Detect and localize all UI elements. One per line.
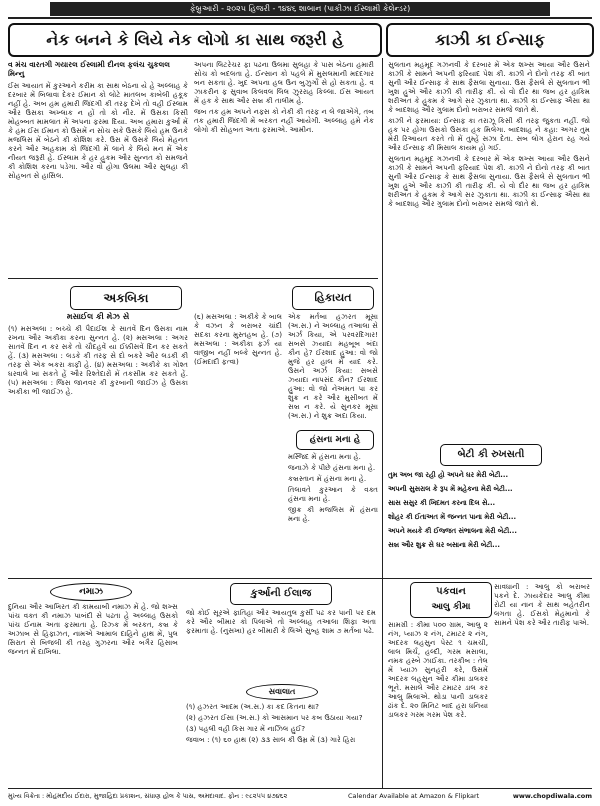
beti-heading: બેટી કી રુખસતી: [440, 444, 542, 466]
sawal-heading: સવાલાત: [246, 684, 318, 700]
poem-line: સબ્ર ઔર શુક્ર સે ઘર બસાના મેરી બેટી...: [388, 541, 500, 549]
article-subtitle: વ મંચ વારતગી ગયારલ ઈસ્લામી દીનલ ફલંચ ચુકલલ મિન્નુ: [8, 60, 170, 78]
namaz-heading: નમાઝ: [50, 583, 132, 601]
pakwan-heading: પકવાન: [436, 586, 466, 597]
akika-column-1: [8, 312, 188, 574]
poem-line: તુમ અબ જા રહી હો અપને ઘર મેરી બેટી...: [388, 471, 509, 479]
question: (૧) હઝરત આદમ (અ.સ.) કા કદ કિતના થા?: [186, 702, 319, 711]
poem-line: શોહર કી ઈતાઅત મેં જન્નત પાના મેરી બેટી...: [388, 513, 517, 521]
kazi-text: કાઝી ને ફરમાયા: ઈન્સાફ કા તરાઝૂ કિસી કી તરફ જુકતા નહીં. જો હક પર હોગા ઉસકો ઉસકા હક મિલેગા. બાદશાહ ને કહા: અગર તુમ મેરી રિઆયત કરતે તો મેં તુમ્હેં સઝા દેતા. સબ લોગ હેરાન રહ ગયે ઔર ઈન્સાફ કી મિસાલ કાયમ હો ગઈ.: [388, 116, 590, 152]
poem-line: અપની સુસરાલ કે રૂપ મેં મહેકના મેરી બેટી...: [388, 485, 513, 493]
pakwan-heading-box: [410, 582, 492, 618]
divider: [8, 17, 592, 19]
akika-heading: અકબિકા: [70, 286, 182, 310]
footer: [8, 790, 592, 802]
article-nek-column-1: [8, 60, 188, 274]
akika-text: (૧) મસઅલા : બચ્ચે કી પૈદાઈશ કે સાતવેં દિન ઉસકા નામ રખના ઔર અકીકા કરના સુન્નત હે. (૨) મસઅલા : અગર સાતવેં દિન ન કર સકે તો ચૌદહવેં યા ઈક્કીસવેં દિન કર સકતે હેં. (૩) મસઅલા : લડકે કી તરફ સે દો બકરે ઔર લડકી કી તરફ સે એક બકરા કાફી હે. (૪) મસઅલા : અકીકે કા ગોશ્ત ઘરવાલે ખા સકતે હેં ઔર રિશ્તેદારોં મેં તકસીમ કર સકતે હેં. (૫) મસઅલા : જિસ જાનવર કી કુરબાની જાઈઝ હે ઉસકા અકીકા ભી જાઈઝ હે.: [8, 324, 188, 396]
sawal-block: [186, 702, 376, 786]
main-title: નેક બનને કે લિયે નેક લોગો કા સાથ જરૂરી હે: [8, 23, 382, 57]
quran-heading: કુર્આની ઈલાજ: [230, 583, 332, 605]
divider: [8, 578, 592, 579]
question: (૨) હઝરત ઈસા (અ.સ.) કો આસમાન પર કબ ઉઠાયા ગયા?: [186, 713, 363, 722]
hasna-item: કબ્રસ્તાન મેં હંસના મના હે.: [288, 474, 367, 483]
answer: જવાબ : (૧) ૬૦ હાથ (૨) ૩૩ સાલ કી ઉમ્ર મેં (૩) ગારે હિરા: [186, 735, 356, 744]
article-text: ઈસ આયાત મેં કુરઆને કરીમ કા સાથ બેઠના યે હે અલ્લાહ કે દરબાર મેં બિલાવા દેકર ઈમાન કો લોટે માતલબ કાબેલી હકૂક નહીં હે. અબ હમ હમારી જિંદગી કી તરફ દેખે તો વહી ઈસ્લામ ઔર ઉસકા અખ્લાક ન હોં તો કો નૌર. મેં ઉસકા કિસી મોહબ્બત મામલાત મેં અપના ફરમા દિયા. અબ હમારા કુર્આ મેં કે હમ ઈસ ઈમાન કો ઉસમેં ન સોચ સકે ઉસકે લિયે હમ ઉનકે મજલિસ મેં બેઠને કી કોશિશ કરે. ઉસ મેં ઉસકે લિયે મેહનત કરને ઔર અહકામ કો જિંદગી મેં લાને કે લિયે મન મેં એક નીયત જરૂરી હે. ઈસ્લામ કે હર હુકમ ઔર સુન્નત કો સમજને કી કોશિશ કરના પડેગા. ઔર વો હોગા ઉલમા ઔર સુલહા કી સોહબત સે હાસિલ.: [8, 81, 188, 180]
article-text: અપના લિટરેચર ફા પઢના ઉલમા સુલહા કે પાસ બેઠના હમારી સોચ કો બદલતા હે. ઈન્સાન કો પહલે મેં મુસલમાની મદદગાર બન સકતા હે. ખુદ અપના હલ ઉન બુઝુર્ગો સે હો સકતા હે. વ ઝાકરીન ફ સુવાબ કિલવલ લિલ ઝુરરાહ કિલ્લા. ઈસ આયત મેં હક કે સાથ ઔર સબ્ર કી તાલીમ હે.: [194, 60, 374, 105]
footer-availability: Calendar Available at Amazon & Flipkart: [348, 792, 480, 800]
kazi-text: સુલતાન મહમૂદ ગઝનવી કે દરબાર મેં એક શખ્સ આયા ઔર ઉસને કાઝી કે સામને અપની ફરિયાદ પેશ કી. કાઝી ને દોનો તરફ કી બાત સુની ઔર ઈન્સાફ કે સાથ ફૈસલા સુનાયા. ઉસ ફૈસલે સે સુલતાન ભી ખુશ હુએ ઔર કાઝી કી તારીફ કી. યે વો દૌર થા જબ હર હાકિમ શરીઅત કે હુકમ કે આગે સર ઝુકાતા થા. કાઝી કા ઈન્સાફ ઐસા થા કે બાદશાહ ઔર ગુલામ દોનો બરાબર સમજે જાતે થે.: [388, 154, 590, 208]
akika-text: (૬) મસઅલા : અકીકે કે બાલ કે વઝન કે બરાબર ચાંદી સદકા કરના મુસ્તહબ હે. (૭) મસઅલા : અકીકા ફર્ઝ યા વાજીબ નહીં બલ્કે સુન્નત હે. (ઈમદાદી ફત્વા): [194, 312, 282, 366]
hasna-item: તિલાવતે કુરઆન કે વક્ત હંસના મના હે.: [288, 485, 378, 503]
akika-column-2: [194, 312, 282, 574]
pakwan-column-1: સામગ્રી : કીમા ૫૦૦ ગ્રામ, આલુ ૨ નંગ, પ્યાઝ ૨ નંગ, ટમાટર ૨ નંગ, અદરક લહસુન પેસ્ટ ૧ ચમચી, લાલ મિર્ચ, હલ્દી, ગરમ મસાલા, નમક હસ્બે ઝાઈકા. તરકીબ : તેલ મેં પ્યાઝ સુનહરી કરે, ઉસમેં અદરક લહસુન ઔર કીમા ડાલકર ભૂને. મસાલે ઔર ટમાટર ડાલ કર આલુ મિલાએ. થોડા પાની ડાલકર ઢાંક દે. ૨૦ મિનિટ બાદ હરા ધનિયા ડાલકર ગરમ ગરમ પેશ કરે.: [388, 620, 488, 719]
divider: [8, 788, 592, 789]
beti-poem: [388, 468, 590, 556]
article-text: જબ તક હમ અપને નફ્સ કો નેકી કી તરફ ન લે જાએંગે, તબ તક હમારી જિંદગી મેં બરકત નહીં આયેગી. અલ્લાહ હમે નેક લોગો કી સોહબત અતા ફરમાએ. આમીન.: [194, 107, 374, 134]
pakwan-subhead: આલુ કીમા: [431, 602, 471, 612]
footer-seller: મુખ્ય વિક્રેતા : મોહંમદીય ઈદારા, મુજાહિદા પ્રકાશન, સંધાણ હોલ કે પાસ, અમદાવાદ. ફોન : ૯૮૨૫૫ ૪૭૪૬૨: [8, 792, 288, 800]
poem-line: સાસ સસુર કી ખિદમત કરના દિલ સે...: [388, 499, 496, 507]
quran-text: જો કોઈ સૂરએ ફાતિહા ઔર આયતુલ કુર્સી પઢ કર પાની પર દમ કરે ઔર બીમાર કો પિલાએ તો અલ્લાહ તઆલા શિફા અતા ફરમાતા હે. (નુસખા) હર બીમારી કે લિએ સુબ્હ શામ ૭ મર્તબા પઢે.: [186, 608, 376, 635]
hasna-item: જનાઝે કે પીછે હંસના મના હે.: [288, 463, 376, 472]
namaz-text: દુનિયા ઔર આખિરત કી કામયાબી નમાઝ મેં હે. જો શખ્સ પાંચ વક્ત કી નમાઝ પાબંદી સે પઢતા હે અલ્લાહ ઉસકો પાંચ ઈનામ અતા ફરમાતા હે. રિઝ્ક મેં બરકત, કબ્ર કે અઝાબ સે હિફાઝત, નામએ આમાલ દાહિને હાથ મેં, પુલ સિરાત સે બિજલી કી તરહ ગુઝરના ઔર બગૈર હિસાબ જન્નત મેં દાખિલા.: [8, 602, 178, 656]
kazi-text: સુલતાન મહમૂદ ગઝનવી કે દરબાર મેં એક શખ્સ આયા ઔર ઉસને કાઝી કે સામને અપની ફરિયાદ પેશ કી. કાઝી ને દોનો તરફ કી બાત સુની ઔર ઈન્સાફ કે સાથ ફૈસલા સુનાયા. ઉસ ફૈસલે સે સુલતાન ભી ખુશ હુએ ઔર કાઝી કી તારીફ કી. યે વો દૌર થા જબ હર હાકિમ શરીઅત કે હુકમ કે આગે સર ઝુકાતા થા. કાઝી કા ઈન્સાફ ઐસા થા કે બાદશાહ ઔર ગુલામ દોનો બરાબર સમજે જાતે થે.: [388, 60, 590, 114]
akika-subheading: મસાઈલ કી મેઝ સે: [66, 312, 130, 321]
hikayat-text: એક મર્તબા હઝરત મૂસા (અ.સ.) ને અલ્લાહ તઆલા સે અર્ઝ કિયા, એ પરવરદિગાર! સબસે ઝ્યાદા મહબૂબ બંદા કૌન હે? ઈરશાદ હુઆ: વો જો મુજે હર હાલ મેં યાદ કરે. ઉસને અર્ઝ કિયા: સબસે ઝ્યાદા નાપસંદ કૌન? ઈરશાદ હુઆ: વો જો નેઅમત પા કર શુક્ર ન કરે ઔર મુસીબત મેં સબ્ર ન કરે. યે સુનકર મૂસા (અ.સ.) ને શુક્ર અદા કિયા.: [288, 312, 378, 420]
top-banner: ફેબ્રુઆરી - ૨૦૨૫ હિજરી - ૧૪૪૬ શાબાન (પાકીઝા ઈસ્લામી કેલેન્ડર): [50, 2, 550, 16]
hasna-heading: હંસના મના હે: [296, 430, 374, 450]
article-nek-column-2: [194, 60, 374, 274]
hikayat-heading: હિકાયત: [292, 286, 374, 310]
footer-website-link[interactable]: www.chopdiwala.com: [512, 792, 592, 800]
question: (૩) પહલી વહી કિસ ગાર મેં નાઝિલ હુઈ?: [186, 724, 306, 733]
hasna-list: [288, 452, 378, 574]
hasna-item: જીક્ર કી મજલિસ મેં હંસના મના હે.: [288, 505, 378, 523]
divider: [8, 278, 378, 279]
hasna-item: મસ્જિદ મેં હંસના મના હે.: [288, 452, 361, 461]
kazi-story: [388, 60, 590, 438]
pakwan-column-2: સાવધાની : આલુ કો બરાબર પકને દે. ઝાયકેદાર આલુ કીમા રોટી યા નાન કે સાથ બહેતરીન લગતા હે. ઈસકો મેહમાનો કે સામને પેશ કરે ઔર તારીફ પાએ.: [494, 582, 590, 627]
column-divider: [382, 58, 383, 788]
poem-line: અપને મયકે કી ઈજ્જત સંભાલના મેરી બેટી...: [388, 527, 517, 535]
kazi-title: કાઝી કા ઈન્સાફ: [386, 23, 594, 57]
